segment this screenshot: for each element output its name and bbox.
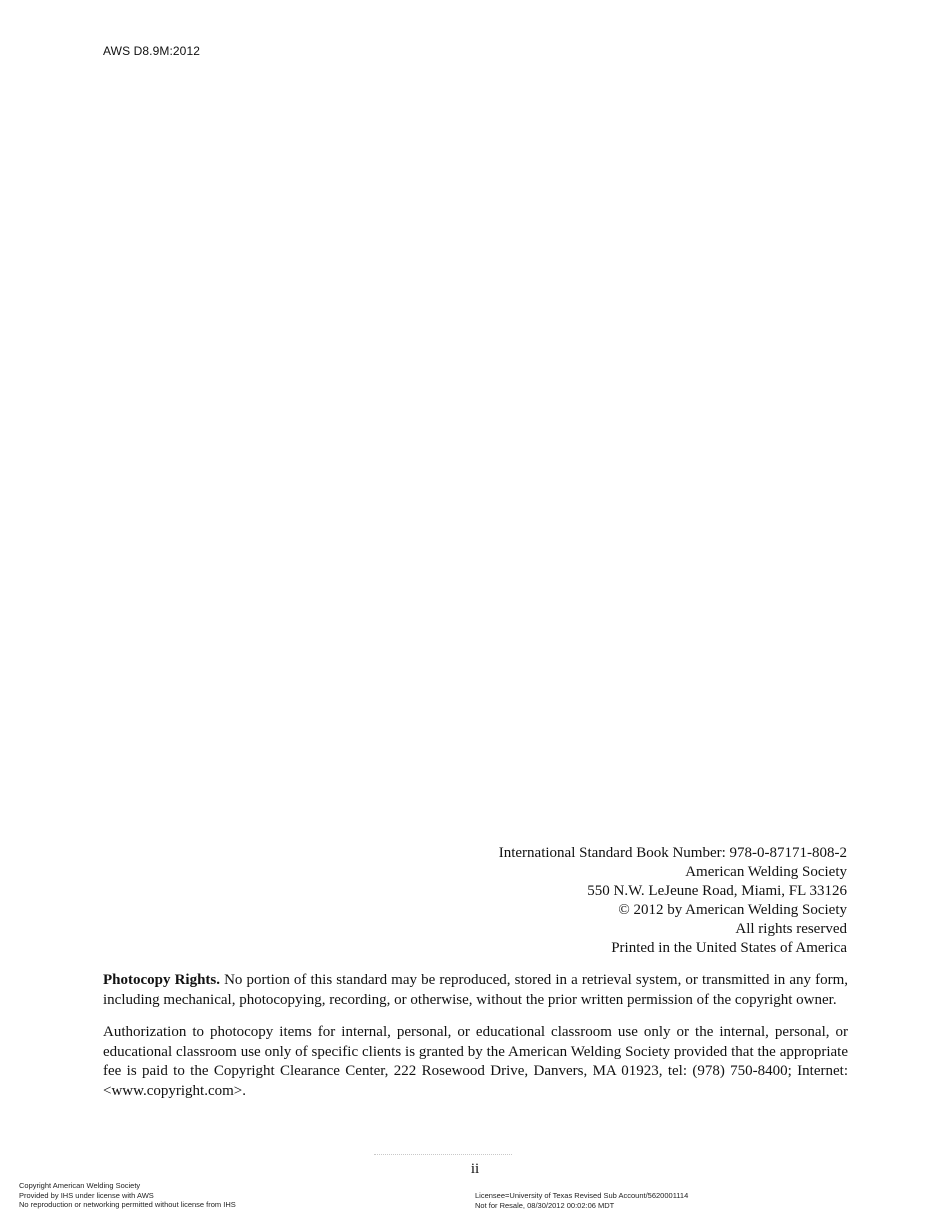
photocopy-rights-text: No portion of this standard may be reproduced, stored in a retrieval system, or transmitted in any form, including mechanical, photocopying, recording, or otherwise, without the prior written permission of the copyright owner. [103, 972, 848, 1008]
imprint-block [347, 844, 847, 958]
footer-left-line: Copyright American Welding Society [19, 1181, 141, 1190]
address-line: 550 N.W. LeJeune Road, Miami, FL 33126 [587, 883, 847, 899]
footer-right [475, 1191, 688, 1210]
copyright-line: © 2012 by American Welding Society [618, 902, 847, 918]
footer-right-line: Licensee=University of Texas Revised Sub Account/5620001114 [475, 1191, 689, 1200]
authorization-paragraph: Authorization to photocopy items for internal, personal, or educational classroom use only or the internal, personal, or educational classroom use only of specific clients is granted by the American Welding Society provided that the appropriate fee is paid to the Copyright Clearance Center, 222 Rosewood Drive, Danvers, MA 01923, tel: (978) 750-8400; Internet: <www.copyright.com>. [103, 1024, 848, 1099]
footer-left-line: No reproduction or networking permitted without license from IHS [19, 1200, 236, 1209]
photocopy-rights-paragraph [103, 971, 848, 1010]
photocopy-rights-heading: Photocopy Rights. [103, 972, 221, 988]
footer-right-line: Not for Resale, 08/30/2012 00:02:06 MDT [475, 1200, 615, 1210]
footer-left [19, 1181, 236, 1210]
publisher-line: American Welding Society [685, 864, 847, 880]
rights-line: All rights reserved [735, 921, 847, 937]
running-head: AWS D8.9M:2012 [103, 44, 200, 58]
page-number: ii [470, 1161, 480, 1177]
legal-notices [103, 971, 848, 1114]
footer-left-line: Provided by IHS under license with AWS [19, 1190, 154, 1200]
dotted-divider [374, 1154, 512, 1155]
isbn-line: International Standard Book Number: 978-0-87171-808-2 [498, 845, 847, 861]
printed-line: Printed in the United States of America [611, 940, 847, 956]
